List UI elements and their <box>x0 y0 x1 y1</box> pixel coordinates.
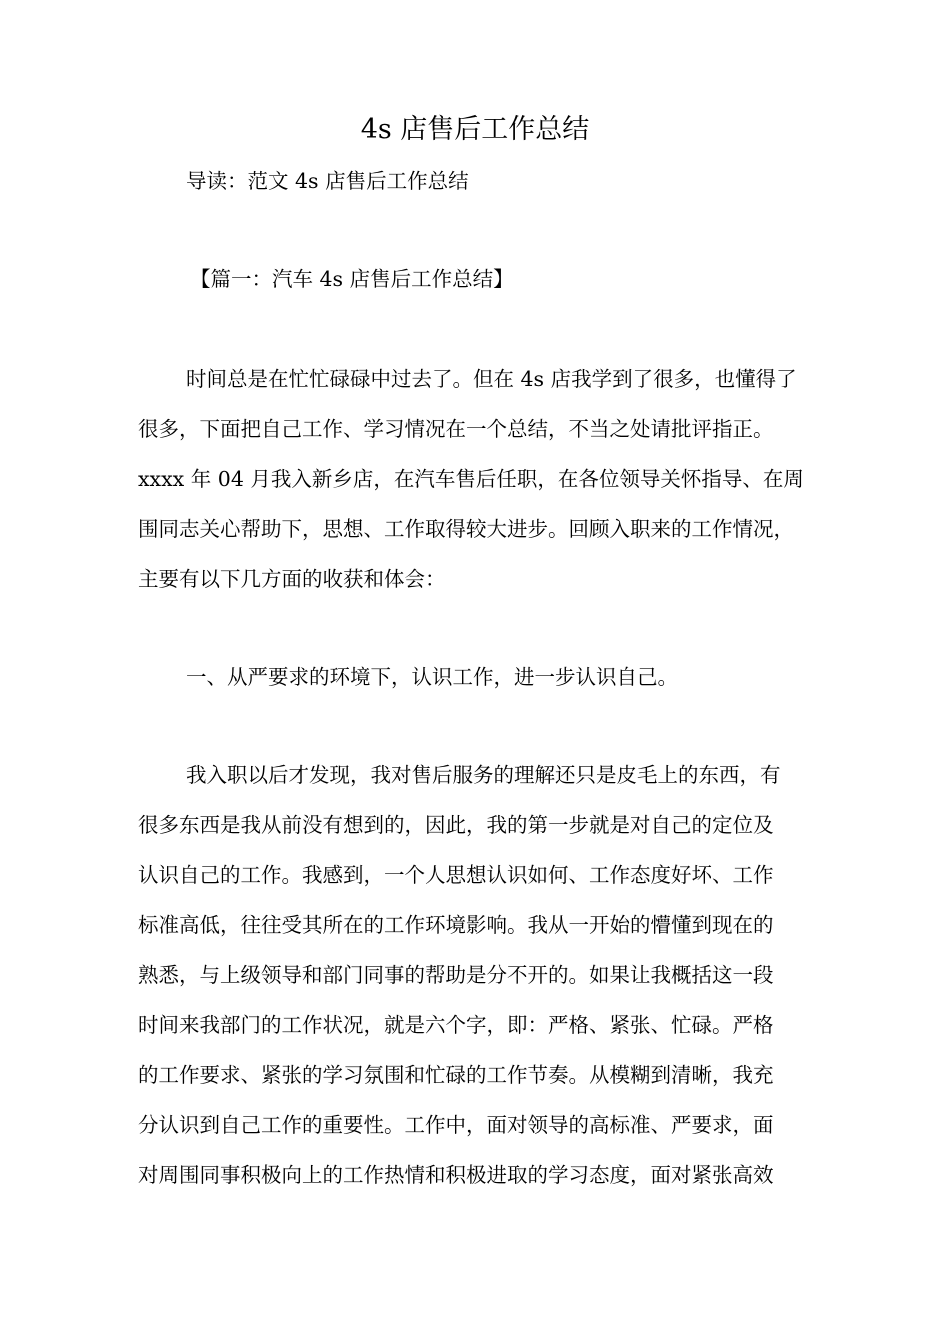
paragraph-2 <box>138 750 828 1200</box>
document-intro: 导读：范文 4s 店售后工作总结 <box>186 169 469 193</box>
paragraph-1-line-4: 围同志关心帮助下，思想、工作取得较大进步。回顾入职来的工作情况， <box>138 517 794 541</box>
paragraph-1-line-3: xxxx 年 04 月我入新乡店，在汽车售后任职，在各位领导关怀指导、在周 <box>138 467 804 491</box>
section-heading: 【篇一：汽车 4s 店售后工作总结】 <box>190 267 514 291</box>
paragraph-2-line-6: 时间来我部门的工作状况，就是六个字，即：严格、紧张、忙碌。严格 <box>138 1013 774 1037</box>
paragraph-2-line-2: 很多东西是我从前没有想到的，因此，我的第一步就是对自己的定位及 <box>138 813 774 837</box>
paragraph-1-line-5: 主要有以下几方面的收获和体会： <box>138 567 446 591</box>
paragraph-1 <box>138 354 828 604</box>
document-title: 4s 店售后工作总结 <box>360 114 590 145</box>
paragraph-2-line-9: 对周围同事积极向上的工作热情和积极进取的学习态度，面对紧张高效 <box>138 1163 774 1187</box>
paragraph-2-line-7: 的工作要求、紧张的学习氛围和忙碌的工作节奏。从模糊到清晰，我充 <box>138 1063 774 1087</box>
paragraph-2-line-3: 认识自己的工作。我感到，一个人思想认识如何、工作态度好坏、工作 <box>138 863 774 887</box>
paragraph-2-line-4: 标准高低，往往受其所在的工作环境影响。我从一开始的懵懂到现在的 <box>138 913 774 937</box>
paragraph-1-line-1: 时间总是在忙忙碌碌中过去了。但在 4s 店我学到了很多，也懂得了 <box>186 367 797 391</box>
subheading-1: 一、从严要求的环境下，认识工作，进一步认识自己。 <box>186 665 678 689</box>
paragraph-2-line-1: 我入职以后才发现，我对售后服务的理解还只是皮毛上的东西，有 <box>186 763 781 787</box>
paragraph-2-line-5: 熟悉，与上级领导和部门同事的帮助是分不开的。如果让我概括这一段 <box>138 963 774 987</box>
paragraph-1-line-2: 很多，下面把自己工作、学习情况在一个总结，不当之处请批评指正。 <box>138 417 774 441</box>
paragraph-2-line-8: 分认识到自己工作的重要性。工作中，面对领导的高标准、严要求，面 <box>138 1113 774 1137</box>
